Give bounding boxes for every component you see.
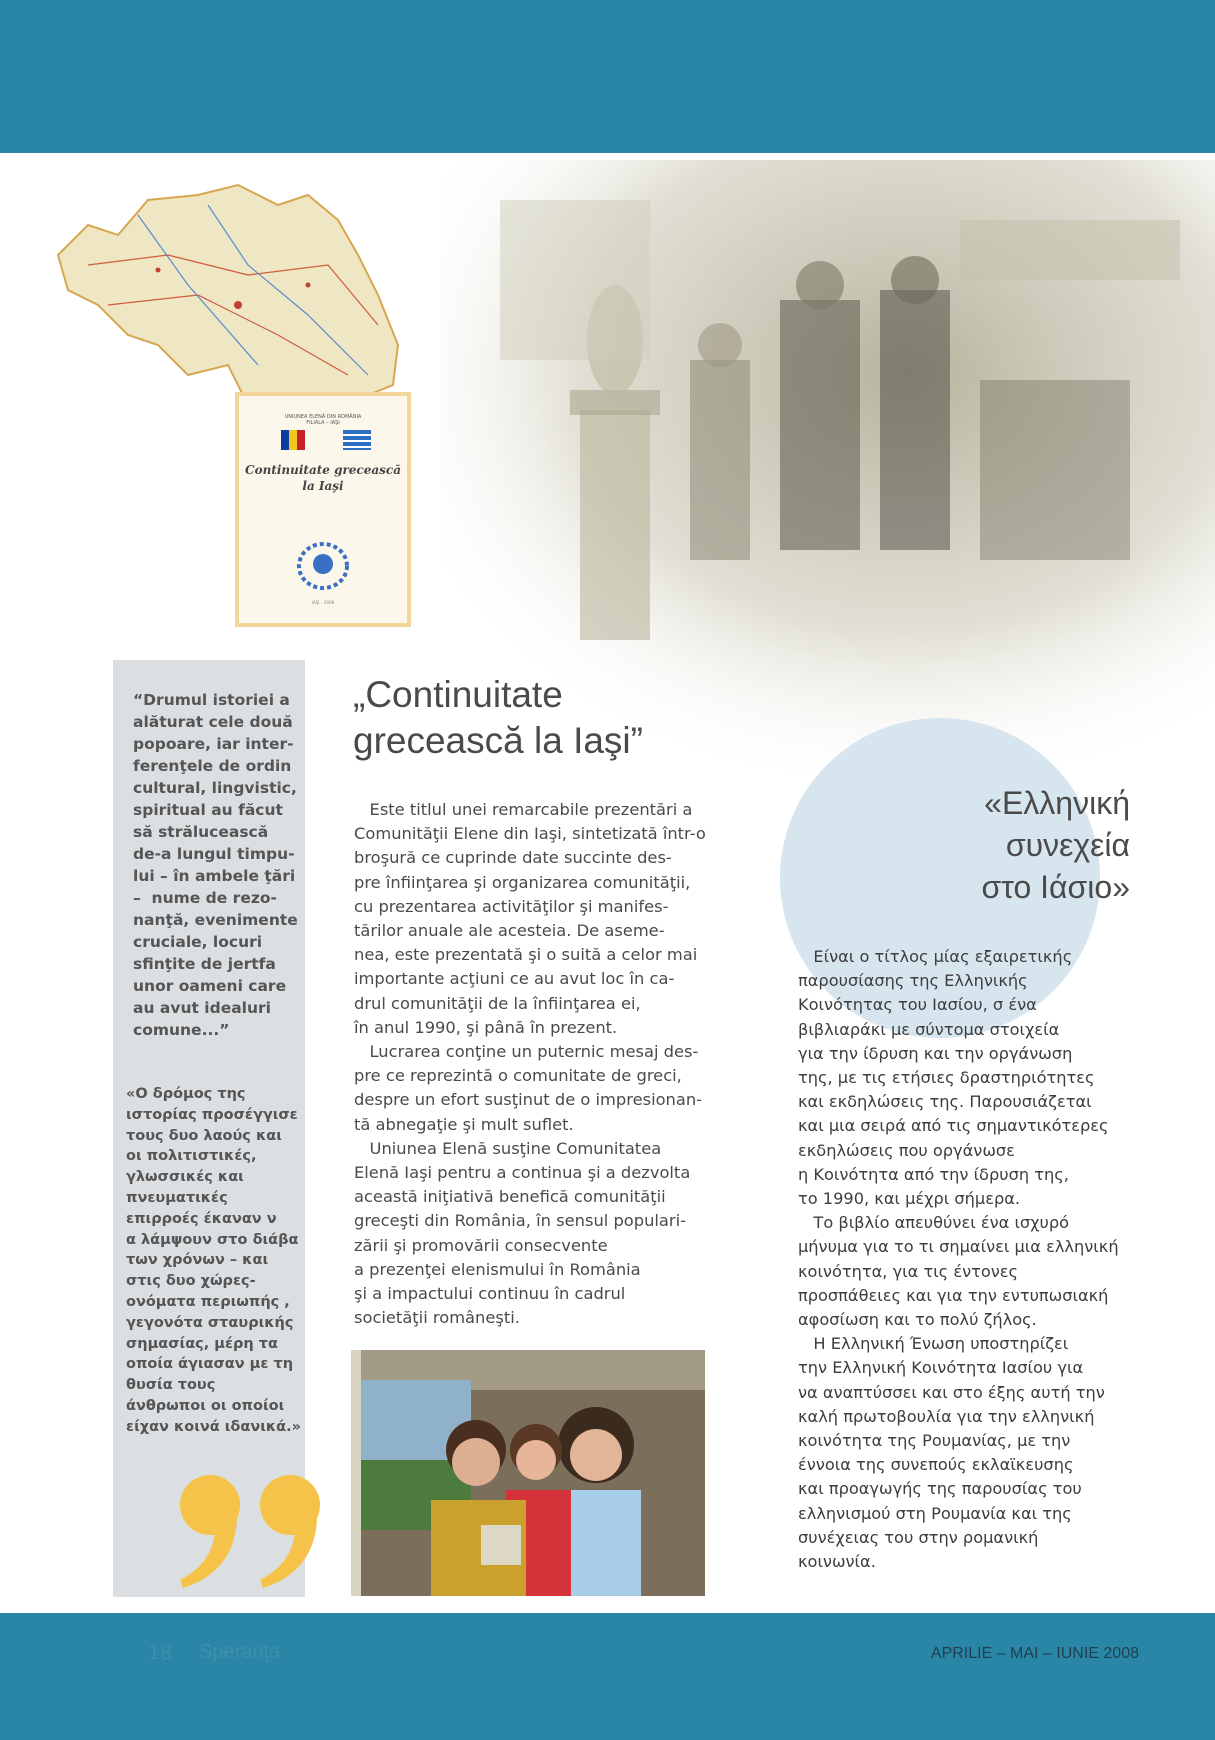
- magazine-name: Speranţa: [199, 1641, 281, 1663]
- brochure-title-line: Continuitate grecească: [245, 463, 401, 477]
- text-line: lui – în ambele ţări: [133, 867, 296, 885]
- text-line: ονόματα περιωπής ,: [126, 1293, 290, 1310]
- text-line: Κοινότητας του Ιασίου, σ ένα: [798, 995, 1037, 1015]
- text-line: au avut idealuri: [133, 999, 271, 1017]
- text-line: οποία άγιασαν με τη: [126, 1356, 294, 1373]
- text-line: επιρροές έκαναν ν: [126, 1210, 277, 1227]
- text-line: cruciale, locuri: [133, 933, 263, 951]
- text-line: άνθρωποι οι οποίοι: [126, 1397, 285, 1414]
- text-line: και εκδηλώσεις της. Παρουσιάζεται: [798, 1092, 1092, 1112]
- text-line: α λάμψουν στο διάβα: [126, 1231, 299, 1248]
- text-line: sfinţite de jertfa: [133, 955, 276, 973]
- text-line: Este titlul unei remarcabile prezentări a: [354, 800, 693, 819]
- text-line: να αναπτύσσει και στο έξης αυτή την: [798, 1382, 1105, 1402]
- brochure-header-line: UNIUNEA ELENĂ DIN ROMÂNIA: [284, 414, 362, 420]
- text-line: θυσία τους: [126, 1377, 216, 1394]
- text-line: έννοια της συνεπούς εκλαϊκευσης: [798, 1455, 1074, 1475]
- text-line: “Drumul istoriei a: [133, 691, 290, 709]
- text-line: pre înfiinţarea şi organizarea comunităţii,: [354, 872, 691, 892]
- text-line: unor oameni care: [133, 977, 287, 995]
- page-number: 18: [148, 1642, 173, 1664]
- text-line: alăturat cele două: [133, 713, 293, 731]
- article-title-greek: [880, 782, 1130, 908]
- text-line: Είναι ο τίτλος μίας εξαιρετικής: [798, 947, 1073, 966]
- text-line: importante acţiuni ce au avut loc în ca-: [354, 969, 675, 989]
- text-line: αφοσίωση και το πολύ ζήλος.: [798, 1310, 1037, 1330]
- text-line: συνέχειας του στην ρομανική: [798, 1527, 1039, 1547]
- brochure-title-line: la Iaşi: [302, 479, 344, 493]
- text-line: πνευματικές: [126, 1189, 228, 1206]
- text-line: ferenţele de ordin: [133, 757, 292, 775]
- romania-greece-flags-icon: [281, 430, 371, 452]
- text-line: παρουσίασης της Ελληνικής: [798, 971, 1028, 991]
- text-line: comune...”: [133, 1021, 230, 1039]
- text-line: καλή πρωτοβουλία για την ελληνική: [798, 1406, 1095, 1426]
- text-line: την Ελληνική Κοινότητα Ιασίου για: [798, 1358, 1084, 1378]
- title-line: „Continuitate: [353, 674, 563, 715]
- text-line: greceşti din România, în sensul populari-: [354, 1211, 687, 1231]
- brochure-year: IAŞI – 2008: [311, 600, 335, 605]
- text-line: στις δυο χώρες-: [126, 1273, 256, 1290]
- text-line: ελληνισμού στη Ρουμανία και της: [798, 1503, 1072, 1523]
- text-line: broşură ce cuprinde date succinte des-: [354, 848, 672, 868]
- text-line: nea, este prezentată şi o suită a celor mai: [354, 945, 698, 965]
- text-line: «Ο δρόμος της: [126, 1086, 246, 1102]
- text-line: για την ίδρυση και την οργάνωση: [798, 1043, 1073, 1063]
- text-line: κοινωνία.: [798, 1552, 876, 1572]
- text-line: să strălucească: [133, 823, 269, 841]
- text-line: Το βιβλίο απευθύνει ένα ισχυρό: [798, 1213, 1070, 1233]
- quote-romanian: [133, 689, 298, 1041]
- text-line: a prezenţei elenismului în România: [354, 1259, 641, 1279]
- text-line: de-a lungul timpu-: [133, 845, 295, 863]
- text-line: nanţă, evenimente: [133, 911, 298, 929]
- text-line: προσπάθειες και για την εντυπωσιακή: [798, 1285, 1109, 1305]
- laurel-emblem-icon: [293, 541, 353, 591]
- text-line: της, με τις ετήσιες δραστηριότητες: [798, 1068, 1095, 1088]
- brochure-title: [239, 462, 407, 494]
- issue-date: APRILIE – MAI – IUNIE 2008: [930, 1645, 1139, 1662]
- brochure-header-line: FILIALA – IAŞI: [306, 420, 340, 426]
- text-line: despre un efort susţinut de o impresionan-: [354, 1090, 703, 1110]
- brochure-header: [239, 414, 407, 426]
- text-line: μήνυμα για το τι σημαίνει μια ελληνική: [798, 1237, 1119, 1257]
- article-body-romanian: [354, 798, 724, 1330]
- text-line: τους δυο λαούς και: [126, 1127, 282, 1144]
- text-line: το 1990, και μέχρι σήμερα.: [798, 1189, 1021, 1209]
- text-line: σημασίας, μέρη τα: [126, 1335, 279, 1352]
- text-line: οι πολιτιστικές,: [126, 1148, 257, 1165]
- text-line: popoare, iar inter-: [133, 735, 294, 753]
- text-line: ιστορίας προσέγγισε: [126, 1106, 298, 1123]
- text-line: tă abnegaţie şi mult suflet.: [354, 1114, 574, 1134]
- text-line: Uniunea Elenă susţine Comunitatea: [354, 1138, 662, 1158]
- text-line: – nume de rezo-: [133, 889, 277, 907]
- text-line: spiritual au făcut: [133, 801, 283, 819]
- article-title-romanian: [353, 672, 713, 764]
- title-line: «Ελληνική: [984, 785, 1130, 821]
- text-line: εκδηλώσεις που οργάνωσε: [798, 1140, 1015, 1160]
- article-body-greek: [798, 945, 1133, 1574]
- text-line: cultural, lingvistic,: [133, 779, 297, 797]
- text-line: Η Ελληνική Ένωση υποστηρίζει: [798, 1334, 1069, 1354]
- text-line: Comunităţii Elene din Iaşi, sintetizată într-o: [354, 824, 706, 844]
- text-line: tărilor anuale ale acesteia. De aseme-: [354, 921, 665, 941]
- children-train-photo: [351, 1350, 705, 1596]
- text-line: cu prezentarea activităţilor şi manifes-: [354, 896, 669, 916]
- text-line: pre ce reprezintă o comunitate de greci,: [354, 1066, 682, 1086]
- text-line: και μια σειρά από τις σημαντικότερες: [798, 1116, 1109, 1136]
- text-line: των χρόνων – και: [126, 1252, 269, 1269]
- text-line: şi a impactului continuu în cadrul: [354, 1284, 626, 1304]
- text-line: această iniţiativă benefică comunităţii: [354, 1187, 666, 1207]
- text-line: βιβλιαράκι με σύντομα στοιχεία: [798, 1019, 1060, 1039]
- quote-greek: [126, 1084, 301, 1438]
- title-line: συνεχεία: [1005, 827, 1130, 863]
- text-line: societăţii româneşti.: [354, 1308, 520, 1328]
- text-line: γεγονότα σταυρικής: [126, 1314, 294, 1331]
- text-line: κοινότητα της Ρουμανίας, με την: [798, 1431, 1071, 1451]
- text-line: είχαν κοινά ιδανικά.»: [126, 1418, 301, 1435]
- text-line: Lucrarea conţine un puternic mesaj des-: [354, 1042, 699, 1062]
- closing-quote-mark-icon: [175, 1470, 335, 1590]
- title-line: στο Ιάσιο»: [981, 869, 1130, 905]
- title-line: grecească la Iaşi”: [353, 720, 643, 761]
- text-line: Elenă Iaşi pentru a continua şi a dezvolta: [354, 1163, 691, 1183]
- text-line: η Κοινότητα από την ίδρυση της,: [798, 1164, 1069, 1184]
- text-line: în anul 1990, şi până în prezent.: [354, 1017, 618, 1037]
- header-band: [0, 0, 1215, 153]
- text-line: κοινότητα, για τις έντονες: [798, 1261, 1019, 1281]
- text-line: drul comunităţii de la înfiinţarea ei,: [354, 993, 641, 1013]
- text-line: γλωσσικές και: [126, 1169, 244, 1186]
- text-line: και προαγωγής της παρουσίας του: [798, 1479, 1082, 1499]
- footer-band: [0, 1613, 1215, 1740]
- text-line: zării şi promovării consecvente: [354, 1235, 608, 1255]
- brochure-cover-image: [235, 392, 411, 627]
